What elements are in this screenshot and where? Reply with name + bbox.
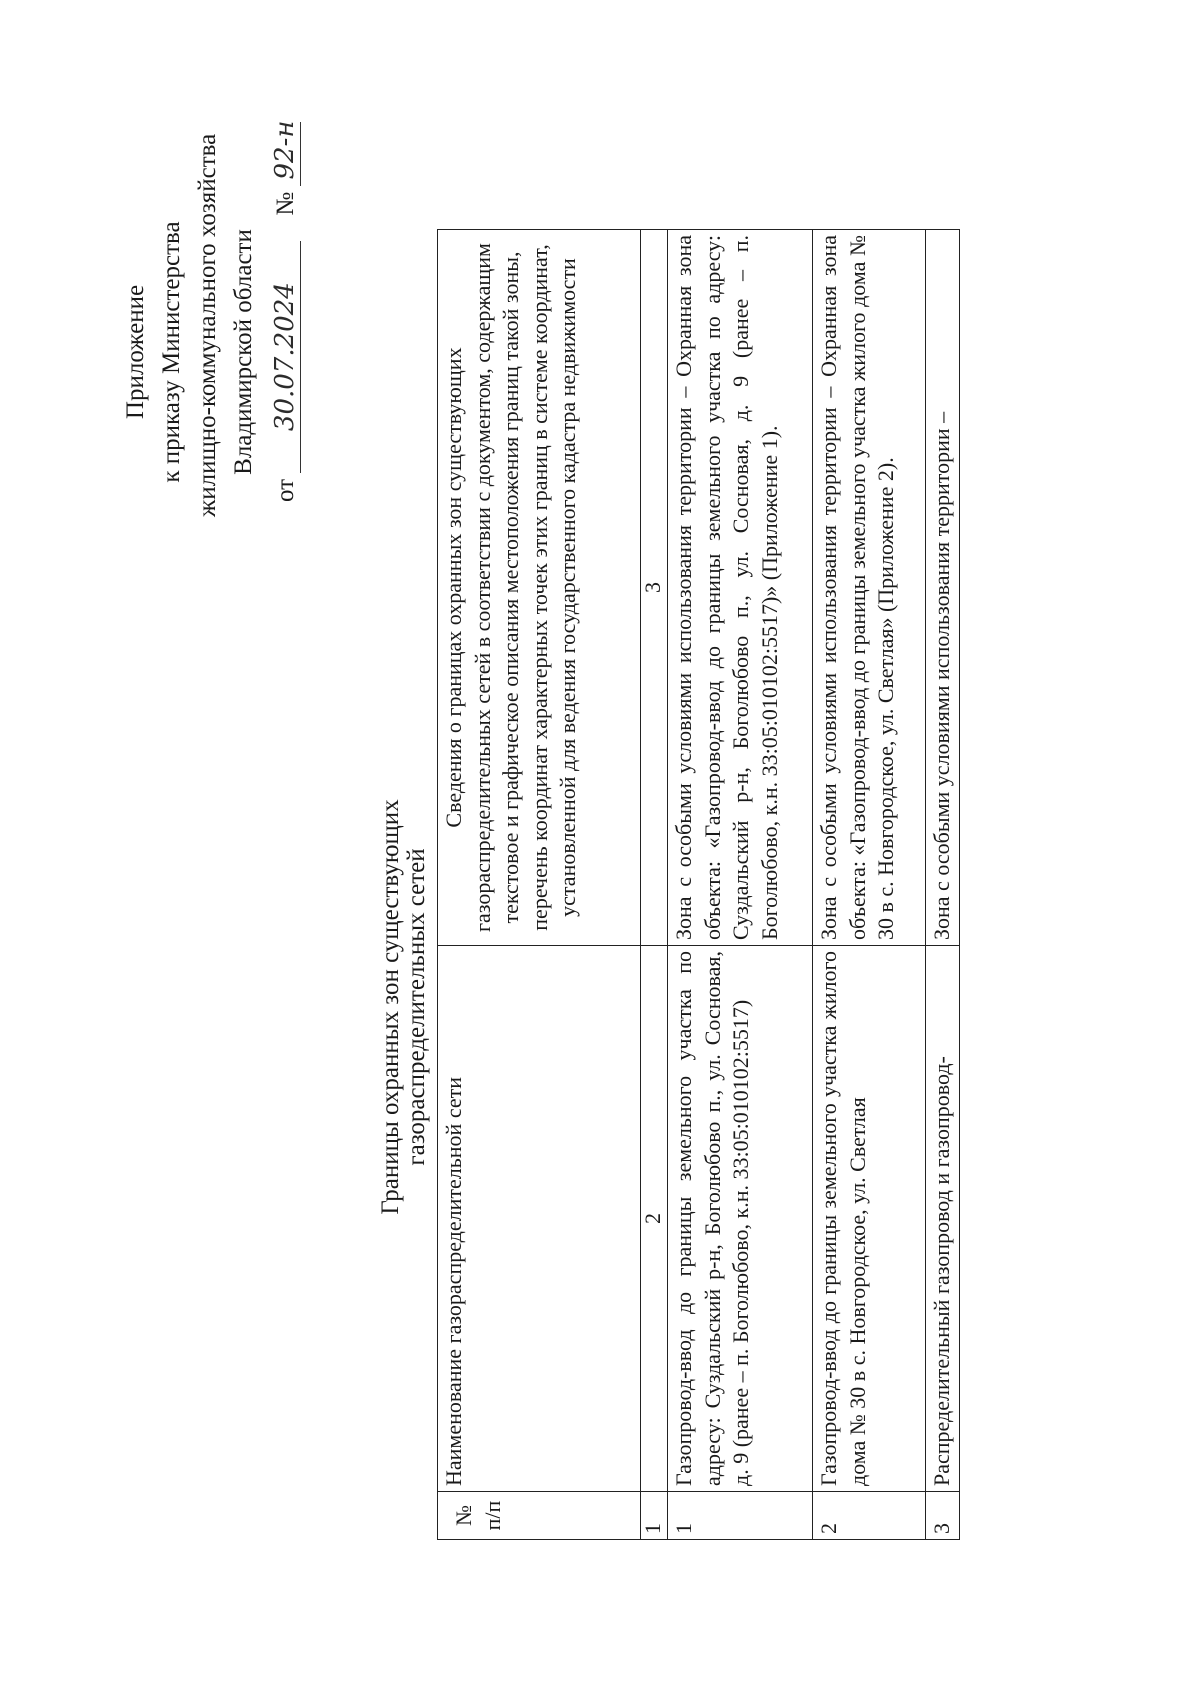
table-row — [926, 230, 960, 1540]
appendix-line-4: Владимирской области — [230, 229, 257, 475]
protection-zones-table — [437, 229, 960, 1540]
row-info: Зона с особыми условиями использования территории – Охранная зона объекта: «Газопровод-ввод до границы земельного участка по адресу: Суздальский р-н, Боголюбово п., ул. Сосновая, д. 9 (ранее – п. Боголюбово, к.н. 33:05:010102:5517)» (Приложение 1). — [668, 230, 813, 946]
number-sign: № — [272, 191, 299, 216]
handwritten-order-number: 92-н — [270, 122, 301, 186]
row-num: 2 — [813, 1492, 926, 1540]
row-name: Газопровод-ввод до границы земельного участка жилого дома № 30 в с. Новгородское, ул. Светлая — [813, 946, 926, 1492]
handwritten-date: 30.07.2024 — [270, 241, 301, 473]
row-num: 3 — [926, 1492, 960, 1540]
document-title — [378, 627, 430, 1387]
column-number-row — [641, 230, 668, 1540]
row-info: Зона с особыми условиями использования территории – Охранная зона объекта: «Газопровод-ввод до границы земельного участка жилого дома № 30 в с. Новгородское, ул. Светлая» (Приложение 2). — [813, 230, 926, 946]
appendix-line-3: жилищно-коммунального хозяйства — [194, 133, 221, 517]
row-num: 1 — [668, 1492, 813, 1540]
column-number-2: 2 — [641, 946, 668, 1492]
appendix-line-2: к приказу Министерства — [158, 221, 185, 483]
row-name: Распределительный газопровод и газопровод- — [926, 946, 960, 1492]
header-name: Наименование газораспределительной сети — [438, 946, 641, 1492]
header-info: Сведения о границах охранных зон существующих газораспределительных сетей в соответствии с документом, содержащим текстовое и графическое описания местоположения границ такой зоны, перечень координат характерных точек этих границ в системе координат, установленной для ведения государственного кадастра недвижимости — [438, 230, 641, 946]
order-date-line — [270, 122, 301, 502]
header-num: № п/п — [438, 1492, 641, 1540]
appendix-block — [118, 133, 262, 517]
title-line-2: газораспределительных сетей — [403, 848, 430, 1166]
row-name: Газопровод-ввод до границы земельного участка по адресу: Суздальский р-н, Боголюбово п., ул. Сосновая, д. 9 (ранее – п. Боголюбово, к.н. 33:05:010102:5517) — [668, 946, 813, 1492]
date-prefix: от — [272, 478, 299, 502]
appendix-line-1: Приложение — [122, 284, 149, 420]
column-number-3: 3 — [641, 230, 668, 946]
table-row — [668, 230, 813, 1540]
table-row — [813, 230, 926, 1540]
column-number-1: 1 — [641, 1492, 668, 1540]
table-header-row — [438, 230, 641, 1540]
row-info: Зона с особыми условиями использования территории – — [926, 230, 960, 946]
title-line-1: Границы охранных зон существующих — [377, 799, 404, 1215]
